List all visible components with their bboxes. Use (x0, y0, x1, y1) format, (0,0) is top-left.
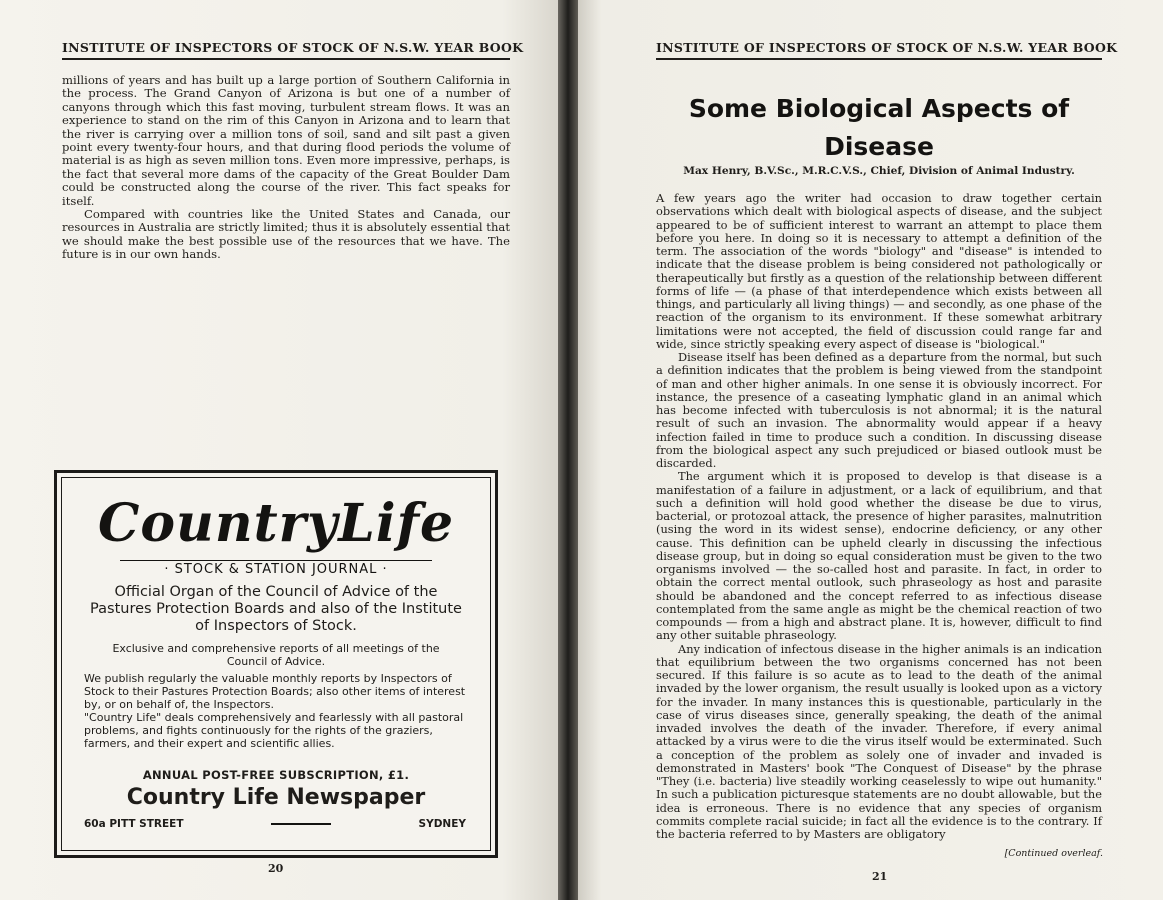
ad-publish-paragraph: We publish regularly the valuable monthly reports by Inspectors of Stock to their Pastures Protection Boards; also other items of interest by, or on behalf of, the Inspectors. (84, 672, 466, 711)
country-life-logo: CountryLife (97, 493, 455, 554)
continued-note: [Continued overleaf. (1004, 848, 1103, 859)
running-head: INSTITUTE OF INSPECTORS OF STOCK OF N.S.W. YEAR BOOK (656, 40, 1102, 60)
ad-address: 60a PITT STREET (84, 818, 184, 830)
paragraph: A few years ago the writer had occasion to draw together certain observations which dealt with biological aspects of disease, and the subject appeared to be of sufficient interest to warrant an attempt to place them before you here. In doing so it is necessary to attempt a definition of the term. The association of the words "biology" and "disease" is intended to indicate that the disease problem is being considered not pathologically or therapeutically but firstly as a question of the relationship between different forms of life — (a phase of that interdependence which exists between all things, and particularly all living things) — and secondly, as one phase of the reaction of the organism to its environment. If these somewhat arbitrary limitations were not accepted, the field of discussion could range far and wide, since strictly speaking every aspect of disease is "biological." (656, 191, 1102, 351)
byline: Max Henry, B.V.Sc., M.R.C.V.S., Chief, Division of Animal Industry. (683, 165, 1075, 177)
ad-city: SYDNEY (418, 818, 466, 830)
running-head: INSTITUTE OF INSPECTORS OF STOCK OF N.S.W. YEAR BOOK (62, 40, 510, 60)
article-title: Some Biological Aspects of Disease (688, 94, 1070, 161)
ad-inner-border (61, 477, 491, 851)
paragraph: The argument which it is proposed to develop is that disease is a manifestation of a failure in adjustment, or a lack of equilibrium, and that such a definition will hold good whether the disease be due to virus, bacterial, or protozoal attack, the presence of higher parasites, malnutrition (using the word in its widest sense), endocrine deficiency, or any other cause. This definition can be upheld clearly in discussing the infectious disease group, but in doing so equal consideration must be given to the two organisms involved — the so-called host and parasite. In fact, in order to obtain the correct mental outlook, such phraseology as host and parasite should be abandoned and the concept referred to as infectious disease contemplated from the same angle as might be the chemical reaction of two compounds — from a high and abstract plane. It is, however, difficult to find any other suitable phraseology. (656, 469, 1102, 643)
ad-subscription: ANNUAL POST-FREE SUBSCRIPTION, £1. (142, 768, 410, 782)
book-gutter (558, 0, 578, 900)
left-page (0, 0, 558, 900)
ad-lead-text: Official Organ of the Council of Advice of the Pastures Protection Boards and also of the Institute of Inspectors of Stock. (90, 584, 462, 634)
body-text (656, 192, 1102, 841)
ad-newspaper-name: Country Life Newspaper (126, 785, 426, 810)
paragraph: Disease itself has been defined as a departure from the normal, but such a definition indicates that the problem is being viewed from the standpoint of man and other higher animals. In one sense it is obviously incorrect. For instance, the presence of a caseating lymphatic gland in an animal which has become infected with tuberculosis is not abnormal; it is the natural result of such an invasion. The abnormality would appear if a heavy infection failed in time to produce such a condition. In discussing disease from the biological aspect any such prejudiced or biased outlook must be discarded. (656, 350, 1102, 470)
country-life-advertisement (54, 470, 498, 858)
paragraph: Compared with countries like the United States and Canada, our resources in Australia are strictly limited; thus it is absolutely essential that we should make the best possible use of the resources that we have. The future is in our own hands. (62, 207, 510, 262)
right-page (578, 0, 1163, 900)
ad-rule (271, 823, 331, 825)
ad-publish-text (84, 672, 470, 750)
page-number: 21 (872, 870, 888, 883)
ad-exclusive-text: Exclusive and comprehensive reports of all meetings of the Council of Advice. (112, 642, 440, 668)
ad-footer (84, 818, 466, 830)
paragraph: millions of years and has built up a large portion of Southern California in the process. The Grand Canyon of Arizona is but one of a number of canyons through which this fast moving, turbulent stream flows. It was an experience to stand on the rim of this Canyon in Arizona and to learn that the river is carrying over a million tons of soil, sand and silt past a given point every twenty-four hours, and that during flood periods the volume of material is as high as seven million tons. Even more impressive, perhaps, is the fact that several more dams of the capacity of the Great Boulder Dam could be constructed along the course of the river. This fact speaks for itself. (62, 73, 510, 208)
ad-deals-paragraph: "Country Life" deals comprehensively and fearlessly with all pastoral problems, and fights continuously for the rights of the graziers, farmers, and their expert and scientific allies. (84, 711, 464, 750)
page-number: 20 (268, 862, 284, 875)
paragraph: Any indication of infectous disease in the higher animals is an indication that equilibrium between the two organisms concerned has not been secured. If this failure is so acute as to lead to the death of the animal invaded by the lower organism, the result usually is looked upon as a victory for the invader. In many instances this is questionable, particularly in the case of virus diseases since, generally speaking, the death of the animal invaded involves the death of the invader. Therefore, if every animal attacked by a virus were to die the virus itself would be exterminated. Such a conception of the problem as solely one of invader and invaded is demonstrated in Masters' book "The Conquest of Disease" by the phrase "They (i.e. bacteria) live steadily working ceaselessly to wipe out humanity." In such a publication picturesque statements are no doubt allowable, but the idea is erroneous. There is no evidence that any species of organism commits complete racial suicide; in fact all the evidence is to the contrary. If the bacteria referred to by Masters are obligatory (656, 641, 1102, 841)
logo-subtitle: · STOCK & STATION JOURNAL · (120, 560, 432, 577)
body-text (62, 74, 510, 262)
